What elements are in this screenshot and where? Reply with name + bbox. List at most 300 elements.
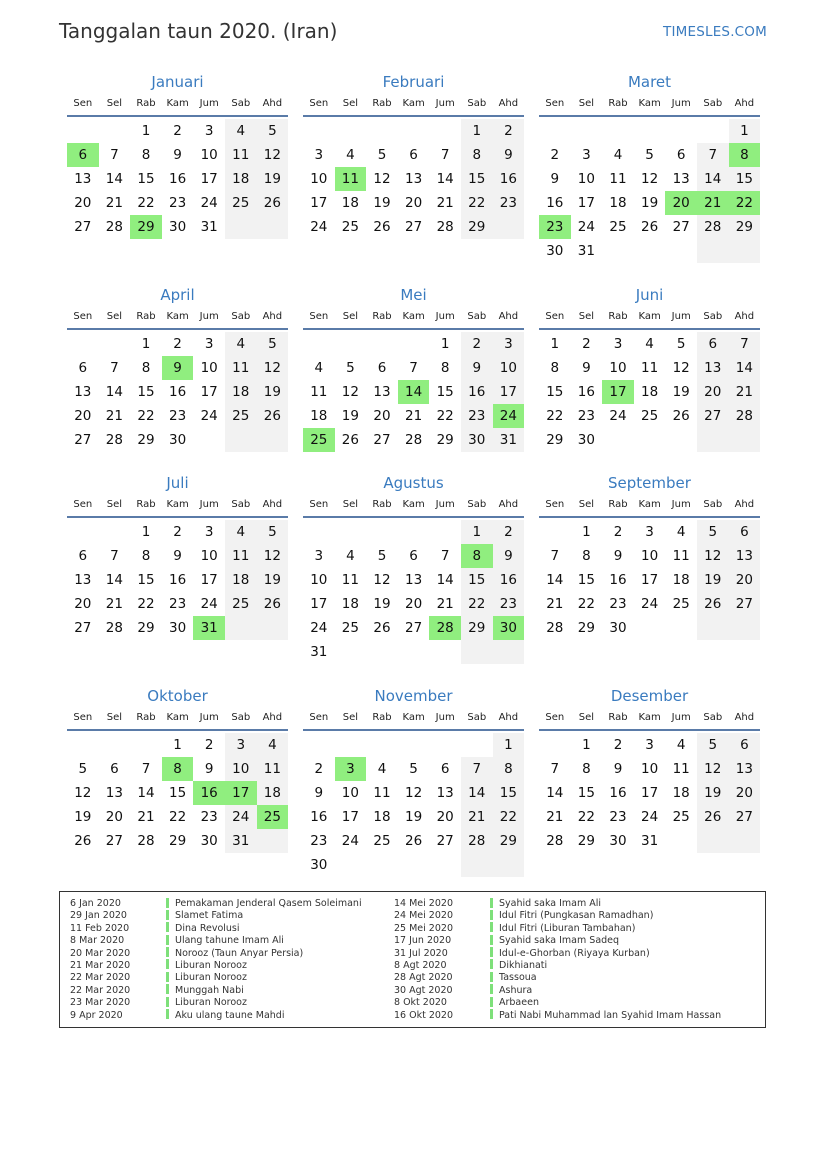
day-cell[interactable]: 24	[577, 219, 595, 235]
day-cell[interactable]: 3	[613, 336, 623, 352]
day-cell[interactable]: 20	[697, 380, 729, 404]
day-cell[interactable]: 7	[110, 360, 119, 376]
day-cell[interactable]: 22	[168, 809, 187, 825]
holiday-day-cell[interactable]: 16	[193, 781, 225, 805]
day-cell[interactable]: 21	[105, 408, 123, 424]
day-cell[interactable]: 15	[137, 171, 155, 187]
day-cell[interactable]: 21	[105, 596, 123, 612]
day-cell[interactable]: 25	[341, 219, 359, 235]
day-cell[interactable]: 21	[436, 596, 454, 612]
day-cell[interactable]: 17	[341, 809, 359, 825]
day-cell[interactable]: 6	[729, 733, 761, 757]
day-cell[interactable]: 26	[341, 432, 359, 448]
day-cell[interactable]: 24	[640, 809, 659, 825]
day-cell[interactable]: 25	[672, 809, 690, 825]
day-cell[interactable]: 19	[697, 781, 729, 805]
day-cell[interactable]: 29	[461, 215, 493, 239]
day-cell[interactable]: 23	[577, 408, 595, 424]
day-cell[interactable]: 31	[200, 219, 218, 235]
day-cell[interactable]: 16	[310, 809, 328, 825]
day-cell[interactable]: 19	[257, 568, 289, 592]
day-cell[interactable]: 27	[729, 592, 761, 616]
day-cell[interactable]: 16	[168, 572, 187, 588]
day-cell[interactable]: 23	[200, 809, 218, 825]
day-cell[interactable]: 8	[440, 360, 450, 376]
day-cell[interactable]: 2	[613, 524, 623, 540]
day-cell[interactable]: 30	[310, 857, 328, 873]
day-cell[interactable]: 7	[697, 143, 729, 167]
day-cell[interactable]: 27	[373, 432, 391, 448]
day-cell[interactable]: 14	[546, 572, 564, 588]
day-cell[interactable]: 28	[436, 219, 454, 235]
day-cell[interactable]: 30	[461, 428, 493, 452]
day-cell[interactable]: 12	[257, 143, 289, 167]
day-cell[interactable]: 26	[697, 805, 729, 829]
day-cell[interactable]: 17	[640, 785, 659, 801]
day-cell[interactable]: 15	[436, 384, 454, 400]
day-cell[interactable]: 5	[257, 520, 289, 544]
day-cell[interactable]: 9	[204, 761, 214, 777]
day-cell[interactable]: 29	[168, 833, 187, 849]
day-cell[interactable]: 3	[582, 147, 591, 163]
day-cell[interactable]: 7	[409, 360, 418, 376]
holiday-day-cell[interactable]: 25	[257, 805, 289, 829]
day-cell[interactable]: 27	[697, 404, 729, 428]
day-cell[interactable]: 10	[341, 785, 359, 801]
day-cell[interactable]: 14	[105, 171, 123, 187]
day-cell[interactable]: 22	[461, 592, 493, 616]
day-cell[interactable]: 18	[373, 809, 391, 825]
day-cell[interactable]: 12	[697, 757, 729, 781]
day-cell[interactable]: 24	[200, 596, 218, 612]
day-cell[interactable]: 4	[676, 737, 686, 753]
day-cell[interactable]: 3	[204, 524, 214, 540]
day-cell[interactable]: 2	[173, 336, 182, 352]
day-cell[interactable]: 1	[173, 737, 182, 753]
day-cell[interactable]: 2	[173, 123, 182, 139]
day-cell[interactable]: 20	[105, 809, 123, 825]
day-cell[interactable]: 21	[137, 809, 155, 825]
day-cell[interactable]: 24	[640, 596, 659, 612]
day-cell[interactable]: 13	[672, 171, 690, 187]
day-cell[interactable]: 7	[729, 332, 761, 356]
day-cell[interactable]: 12	[257, 544, 289, 568]
day-cell[interactable]: 31	[577, 243, 595, 259]
day-cell[interactable]: 7	[440, 548, 450, 564]
day-cell[interactable]: 19	[257, 380, 289, 404]
day-cell[interactable]: 14	[546, 785, 564, 801]
holiday-day-cell[interactable]: 25	[303, 428, 335, 452]
day-cell[interactable]: 26	[404, 833, 423, 849]
day-cell[interactable]: 13	[436, 785, 454, 801]
day-cell[interactable]: 26	[697, 592, 729, 616]
day-cell[interactable]: 25	[225, 592, 257, 616]
day-cell[interactable]: 15	[546, 384, 564, 400]
day-cell[interactable]: 22	[137, 596, 155, 612]
day-cell[interactable]: 4	[676, 524, 686, 540]
day-cell[interactable]: 8	[550, 360, 560, 376]
day-cell[interactable]: 22	[546, 408, 564, 424]
day-cell[interactable]: 1	[493, 733, 525, 757]
holiday-day-cell[interactable]: 8	[729, 143, 761, 167]
day-cell[interactable]: 27	[729, 805, 761, 829]
day-cell[interactable]: 9	[550, 171, 560, 187]
holiday-day-cell[interactable]: 14	[398, 380, 430, 404]
day-cell[interactable]: 28	[729, 404, 761, 428]
day-cell[interactable]: 11	[257, 757, 289, 781]
day-cell[interactable]: 20	[436, 809, 454, 825]
day-cell[interactable]: 2	[204, 737, 214, 753]
day-cell[interactable]: 3	[314, 548, 324, 564]
day-cell[interactable]: 20	[74, 195, 92, 211]
day-cell[interactable]: 23	[168, 408, 187, 424]
day-cell[interactable]: 30	[168, 620, 187, 636]
day-cell[interactable]: 10	[200, 147, 218, 163]
day-cell[interactable]: 11	[609, 171, 627, 187]
day-cell[interactable]: 23	[168, 195, 187, 211]
day-cell[interactable]: 7	[141, 761, 151, 777]
day-cell[interactable]: 13	[404, 572, 423, 588]
day-cell[interactable]: 6	[78, 360, 88, 376]
holiday-day-cell[interactable]: 3	[335, 757, 367, 781]
day-cell[interactable]: 16	[546, 195, 564, 211]
day-cell[interactable]: 16	[493, 167, 525, 191]
day-cell[interactable]: 12	[373, 171, 391, 187]
day-cell[interactable]: 27	[404, 620, 423, 636]
day-cell[interactable]: 25	[225, 404, 257, 428]
day-cell[interactable]: 11	[225, 143, 257, 167]
day-cell[interactable]: 23	[493, 592, 525, 616]
day-cell[interactable]: 30	[609, 833, 627, 849]
day-cell[interactable]: 2	[493, 520, 525, 544]
day-cell[interactable]: 5	[78, 761, 88, 777]
day-cell[interactable]: 25	[373, 833, 391, 849]
day-cell[interactable]: 24	[310, 620, 328, 636]
day-cell[interactable]: 9	[582, 360, 591, 376]
holiday-day-cell[interactable]: 31	[193, 616, 225, 640]
day-cell[interactable]: 17	[200, 572, 218, 588]
day-cell[interactable]: 5	[645, 147, 654, 163]
day-cell[interactable]: 24	[200, 195, 218, 211]
day-cell[interactable]: 14	[105, 384, 123, 400]
holiday-day-cell[interactable]: 17	[602, 380, 634, 404]
day-cell[interactable]: 29	[729, 215, 761, 239]
day-cell[interactable]: 3	[645, 737, 654, 753]
day-cell[interactable]: 24	[225, 805, 257, 829]
day-cell[interactable]: 10	[200, 360, 218, 376]
day-cell[interactable]: 4	[346, 548, 355, 564]
day-cell[interactable]: 5	[377, 147, 387, 163]
day-cell[interactable]: 22	[577, 596, 595, 612]
day-cell[interactable]: 3	[225, 733, 257, 757]
day-cell[interactable]: 19	[672, 384, 690, 400]
holiday-day-cell[interactable]: 23	[539, 215, 571, 239]
day-cell[interactable]: 10	[577, 171, 595, 187]
day-cell[interactable]: 11	[672, 761, 690, 777]
day-cell[interactable]: 18	[640, 384, 659, 400]
day-cell[interactable]: 18	[225, 167, 257, 191]
day-cell[interactable]: 22	[436, 408, 454, 424]
day-cell[interactable]: 9	[613, 548, 623, 564]
day-cell[interactable]: 6	[697, 332, 729, 356]
day-cell[interactable]: 13	[74, 171, 92, 187]
day-cell[interactable]: 14	[697, 167, 729, 191]
day-cell[interactable]: 13	[74, 572, 92, 588]
day-cell[interactable]: 29	[461, 616, 493, 640]
day-cell[interactable]: 6	[110, 761, 119, 777]
holiday-day-cell[interactable]: 29	[130, 215, 162, 239]
day-cell[interactable]: 14	[436, 171, 454, 187]
day-cell[interactable]: 9	[461, 356, 493, 380]
day-cell[interactable]: 5	[676, 336, 686, 352]
day-cell[interactable]: 21	[105, 195, 123, 211]
day-cell[interactable]: 17	[310, 596, 328, 612]
day-cell[interactable]: 8	[461, 143, 493, 167]
day-cell[interactable]: 2	[461, 332, 493, 356]
day-cell[interactable]: 10	[200, 548, 218, 564]
day-cell[interactable]: 9	[613, 761, 623, 777]
day-cell[interactable]: 15	[137, 384, 155, 400]
holiday-day-cell[interactable]: 17	[225, 781, 257, 805]
day-cell[interactable]: 4	[225, 332, 257, 356]
day-cell[interactable]: 5	[257, 332, 289, 356]
day-cell[interactable]: 19	[640, 195, 659, 211]
day-cell[interactable]: 13	[729, 544, 761, 568]
holiday-day-cell[interactable]: 22	[729, 191, 761, 215]
day-cell[interactable]: 10	[640, 548, 659, 564]
day-cell[interactable]: 18	[672, 572, 690, 588]
day-cell[interactable]: 12	[373, 572, 391, 588]
day-cell[interactable]: 1	[461, 520, 493, 544]
day-cell[interactable]: 27	[74, 432, 92, 448]
day-cell[interactable]: 18	[257, 781, 289, 805]
day-cell[interactable]: 13	[105, 785, 123, 801]
holiday-day-cell[interactable]: 24	[493, 404, 525, 428]
day-cell[interactable]: 7	[550, 548, 560, 564]
day-cell[interactable]: 28	[105, 432, 123, 448]
day-cell[interactable]: 20	[404, 596, 423, 612]
day-cell[interactable]: 28	[546, 620, 564, 636]
day-cell[interactable]: 26	[74, 833, 92, 849]
day-cell[interactable]: 2	[314, 761, 324, 777]
day-cell[interactable]: 28	[697, 215, 729, 239]
day-cell[interactable]: 15	[577, 785, 595, 801]
day-cell[interactable]: 17	[493, 380, 525, 404]
day-cell[interactable]: 30	[200, 833, 218, 849]
day-cell[interactable]: 19	[257, 167, 289, 191]
day-cell[interactable]: 25	[341, 620, 359, 636]
day-cell[interactable]: 27	[404, 219, 423, 235]
day-cell[interactable]: 28	[137, 833, 155, 849]
day-cell[interactable]: 24	[310, 219, 328, 235]
day-cell[interactable]: 4	[225, 520, 257, 544]
day-cell[interactable]: 28	[105, 620, 123, 636]
day-cell[interactable]: 22	[461, 191, 493, 215]
day-cell[interactable]: 6	[729, 520, 761, 544]
day-cell[interactable]: 1	[141, 336, 151, 352]
day-cell[interactable]: 16	[168, 384, 187, 400]
day-cell[interactable]: 26	[672, 408, 690, 424]
day-cell[interactable]: 25	[672, 596, 690, 612]
day-cell[interactable]: 21	[461, 805, 493, 829]
day-cell[interactable]: 28	[461, 829, 493, 853]
day-cell[interactable]: 30	[577, 432, 595, 448]
day-cell[interactable]: 25	[609, 219, 627, 235]
day-cell[interactable]: 10	[310, 572, 328, 588]
day-cell[interactable]: 31	[225, 829, 257, 853]
day-cell[interactable]: 15	[137, 572, 155, 588]
day-cell[interactable]: 9	[493, 544, 525, 568]
holiday-day-cell[interactable]: 28	[429, 616, 461, 640]
day-cell[interactable]: 6	[409, 548, 418, 564]
day-cell[interactable]: 20	[373, 408, 391, 424]
day-cell[interactable]: 17	[200, 171, 218, 187]
day-cell[interactable]: 23	[493, 191, 525, 215]
day-cell[interactable]: 8	[141, 147, 151, 163]
day-cell[interactable]: 29	[436, 432, 454, 448]
day-cell[interactable]: 14	[137, 785, 155, 801]
day-cell[interactable]: 24	[609, 408, 627, 424]
day-cell[interactable]: 31	[310, 644, 328, 660]
day-cell[interactable]: 23	[609, 809, 627, 825]
day-cell[interactable]: 1	[582, 524, 591, 540]
day-cell[interactable]: 15	[729, 167, 761, 191]
day-cell[interactable]: 29	[493, 829, 525, 853]
day-cell[interactable]: 6	[409, 147, 418, 163]
day-cell[interactable]: 5	[257, 119, 289, 143]
day-cell[interactable]: 7	[110, 147, 119, 163]
day-cell[interactable]: 18	[341, 195, 359, 211]
day-cell[interactable]: 26	[640, 219, 659, 235]
day-cell[interactable]: 6	[377, 360, 387, 376]
day-cell[interactable]: 26	[373, 219, 391, 235]
day-cell[interactable]: 19	[404, 809, 423, 825]
day-cell[interactable]: 12	[404, 785, 423, 801]
day-cell[interactable]: 29	[577, 620, 595, 636]
day-cell[interactable]: 19	[373, 195, 391, 211]
day-cell[interactable]: 30	[609, 620, 627, 636]
day-cell[interactable]: 2	[493, 119, 525, 143]
day-cell[interactable]: 9	[173, 548, 182, 564]
day-cell[interactable]: 27	[74, 620, 92, 636]
day-cell[interactable]: 10	[609, 360, 627, 376]
holiday-day-cell[interactable]: 11	[335, 167, 367, 191]
day-cell[interactable]: 10	[640, 761, 659, 777]
day-cell[interactable]: 4	[346, 147, 355, 163]
day-cell[interactable]: 19	[341, 408, 359, 424]
day-cell[interactable]: 2	[173, 524, 182, 540]
day-cell[interactable]: 2	[550, 147, 560, 163]
day-cell[interactable]: 7	[550, 761, 560, 777]
day-cell[interactable]: 10	[225, 757, 257, 781]
day-cell[interactable]: 10	[310, 171, 328, 187]
day-cell[interactable]: 26	[373, 620, 391, 636]
day-cell[interactable]: 4	[377, 761, 387, 777]
day-cell[interactable]: 12	[697, 544, 729, 568]
day-cell[interactable]: 9	[493, 143, 525, 167]
holiday-day-cell[interactable]: 20	[665, 191, 697, 215]
day-cell[interactable]: 18	[310, 408, 328, 424]
day-cell[interactable]: 2	[613, 737, 623, 753]
day-cell[interactable]: 8	[582, 548, 591, 564]
day-cell[interactable]: 26	[257, 191, 289, 215]
day-cell[interactable]: 23	[168, 596, 187, 612]
day-cell[interactable]: 8	[141, 360, 151, 376]
day-cell[interactable]: 16	[493, 568, 525, 592]
day-cell[interactable]: 29	[546, 432, 564, 448]
holiday-day-cell[interactable]: 8	[162, 757, 194, 781]
day-cell[interactable]: 8	[493, 757, 525, 781]
day-cell[interactable]: 20	[74, 408, 92, 424]
day-cell[interactable]: 16	[609, 785, 627, 801]
day-cell[interactable]: 30	[168, 219, 187, 235]
day-cell[interactable]: 18	[225, 380, 257, 404]
day-cell[interactable]: 13	[373, 384, 391, 400]
day-cell[interactable]: 11	[341, 572, 359, 588]
day-cell[interactable]: 12	[672, 360, 690, 376]
day-cell[interactable]: 5	[346, 360, 355, 376]
day-cell[interactable]: 4	[613, 147, 623, 163]
day-cell[interactable]: 26	[257, 592, 289, 616]
day-cell[interactable]: 31	[640, 833, 659, 849]
day-cell[interactable]: 29	[137, 432, 155, 448]
day-cell[interactable]: 21	[436, 195, 454, 211]
day-cell[interactable]: 8	[141, 548, 151, 564]
day-cell[interactable]: 8	[582, 761, 591, 777]
day-cell[interactable]: 11	[225, 356, 257, 380]
day-cell[interactable]: 1	[461, 119, 493, 143]
day-cell[interactable]: 21	[404, 408, 423, 424]
day-cell[interactable]: 30	[546, 243, 564, 259]
day-cell[interactable]: 28	[105, 219, 123, 235]
day-cell[interactable]: 17	[310, 195, 328, 211]
day-cell[interactable]: 31	[493, 428, 525, 452]
day-cell[interactable]: 27	[105, 833, 123, 849]
day-cell[interactable]: 19	[74, 809, 92, 825]
day-cell[interactable]: 27	[672, 219, 690, 235]
day-cell[interactable]: 18	[225, 568, 257, 592]
day-cell[interactable]: 27	[74, 219, 92, 235]
day-cell[interactable]: 6	[676, 147, 686, 163]
day-cell[interactable]: 19	[697, 568, 729, 592]
day-cell[interactable]: 11	[310, 384, 328, 400]
day-cell[interactable]: 17	[640, 572, 659, 588]
holiday-day-cell[interactable]: 21	[697, 191, 729, 215]
day-cell[interactable]: 27	[436, 833, 454, 849]
day-cell[interactable]: 18	[341, 596, 359, 612]
day-cell[interactable]: 20	[729, 568, 761, 592]
day-cell[interactable]: 16	[577, 384, 595, 400]
day-cell[interactable]: 3	[314, 147, 324, 163]
day-cell[interactable]: 20	[729, 781, 761, 805]
day-cell[interactable]: 30	[168, 432, 187, 448]
day-cell[interactable]: 1	[440, 336, 450, 352]
day-cell[interactable]: 3	[204, 123, 214, 139]
day-cell[interactable]: 16	[461, 380, 493, 404]
day-cell[interactable]: 5	[409, 761, 418, 777]
day-cell[interactable]: 9	[173, 147, 182, 163]
day-cell[interactable]: 24	[341, 833, 359, 849]
day-cell[interactable]: 5	[697, 733, 729, 757]
day-cell[interactable]: 7	[461, 757, 493, 781]
day-cell[interactable]: 20	[74, 596, 92, 612]
day-cell[interactable]: 22	[577, 809, 595, 825]
day-cell[interactable]: 1	[141, 123, 151, 139]
day-cell[interactable]: 13	[729, 757, 761, 781]
day-cell[interactable]: 12	[640, 171, 659, 187]
day-cell[interactable]: 6	[78, 548, 88, 564]
day-cell[interactable]: 29	[137, 620, 155, 636]
